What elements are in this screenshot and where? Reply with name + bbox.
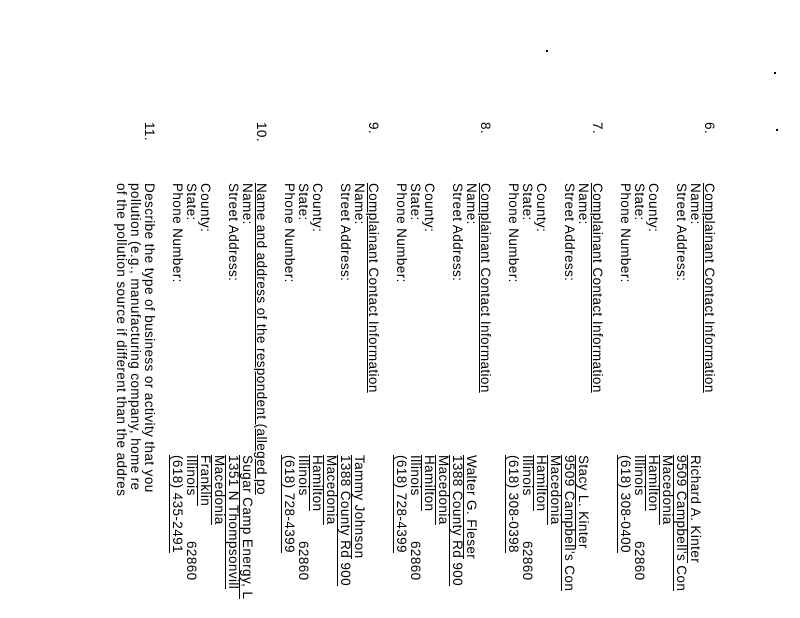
scan-speck: [776, 129, 778, 131]
field-value: Macedonia: [436, 455, 451, 525]
field-value: Richard A. Kinter: [688, 455, 703, 564]
field-value: 62860: [632, 541, 647, 581]
field-value: (618) 728-4399: [282, 455, 297, 553]
field-value: 1351 N Thompsonvill: [226, 455, 241, 590]
field-value: Illinois: [520, 455, 535, 496]
field-value: Franklin: [198, 455, 213, 507]
field-value: 1388 County Rd 900: [338, 455, 353, 587]
question-line: Describe the type of business or activity that you: [142, 183, 157, 493]
field-value: (618) 308-0400: [618, 455, 633, 553]
section-heading: Complainant Contact Information: [590, 183, 605, 393]
item-number: 9.: [366, 122, 381, 135]
field-value: Walter G. Fleser: [464, 455, 479, 560]
field-label: State:: [520, 183, 535, 221]
field-value: 1388 County Rd 900: [450, 455, 465, 587]
field-label: Phone Number:: [618, 183, 633, 283]
field-value: Hamilton: [534, 455, 549, 512]
field-value: Macedonia: [324, 455, 339, 525]
field-label: County:: [198, 183, 213, 233]
field-value: Stacy L. Kinter: [576, 455, 591, 549]
field-label: State:: [632, 183, 647, 221]
scan-speck: [774, 72, 776, 74]
field-label: Street Address:: [562, 183, 577, 282]
item-number: 7.: [590, 122, 605, 135]
item-number: 10.: [254, 122, 269, 142]
item-number: 11.: [142, 122, 157, 141]
field-value: (618) 728-4399: [394, 455, 409, 553]
question-line: of the pollution source if different than the addres: [114, 183, 129, 497]
field-value: Tammy Johnson: [352, 455, 367, 559]
field-value: Macedonia: [212, 455, 227, 525]
section-heading: Name and address of the respondent (alleged po: [254, 183, 269, 495]
field-value: Sugar Camp Energy, L: [240, 455, 255, 600]
field-value: 9509 Campbell's Con: [674, 455, 689, 592]
section-heading: Complainant Contact Information: [478, 183, 493, 393]
field-value: 9509 Campbell's Con: [562, 455, 577, 592]
field-value: Hamilton: [646, 455, 661, 512]
field-label: State:: [184, 183, 199, 221]
field-value: Hamilton: [422, 455, 437, 512]
item-number: 8.: [478, 122, 493, 135]
field-value: (618) 308-0398: [506, 455, 521, 553]
field-label: Phone Number:: [170, 183, 185, 283]
field-label: Street Address:: [674, 183, 689, 282]
field-label: County:: [534, 183, 549, 233]
field-label: Phone Number:: [394, 183, 409, 283]
field-label: County:: [646, 183, 661, 233]
field-value: 62860: [184, 541, 199, 581]
field-value: Illinois: [408, 455, 423, 496]
section-heading: Complainant Contact Information: [702, 183, 717, 393]
field-value: Illinois: [184, 455, 199, 496]
field-value: 62860: [408, 541, 423, 581]
field-label: Name:: [352, 183, 367, 225]
scan-speck: [546, 50, 548, 52]
field-label: Street Address:: [226, 183, 241, 282]
field-label: Name:: [688, 183, 703, 225]
field-value: Macedonia: [660, 455, 675, 525]
field-value: (618) 435-2491: [170, 455, 185, 553]
field-value: 62860: [520, 541, 535, 581]
field-value: Illinois: [632, 455, 647, 496]
field-label: State:: [296, 183, 311, 221]
field-label: Name:: [464, 183, 479, 225]
field-value: 62860: [296, 541, 311, 581]
field-value: Hamilton: [310, 455, 325, 512]
item-number: 6.: [702, 122, 717, 135]
field-label: State:: [408, 183, 423, 221]
field-label: Phone Number:: [282, 183, 297, 283]
field-label: Phone Number:: [506, 183, 521, 283]
field-label: County:: [310, 183, 325, 233]
field-label: Name:: [240, 183, 255, 225]
field-label: Street Address:: [450, 183, 465, 282]
field-label: Street Address:: [338, 183, 353, 282]
field-label: County:: [422, 183, 437, 233]
field-label: Name:: [576, 183, 591, 225]
field-value: Macedonia: [548, 455, 563, 525]
question-line: pollution (e.g., manufacturing company, home re: [128, 183, 143, 491]
section-heading: Complainant Contact Information: [366, 183, 381, 393]
field-value: Illinois: [296, 455, 311, 496]
